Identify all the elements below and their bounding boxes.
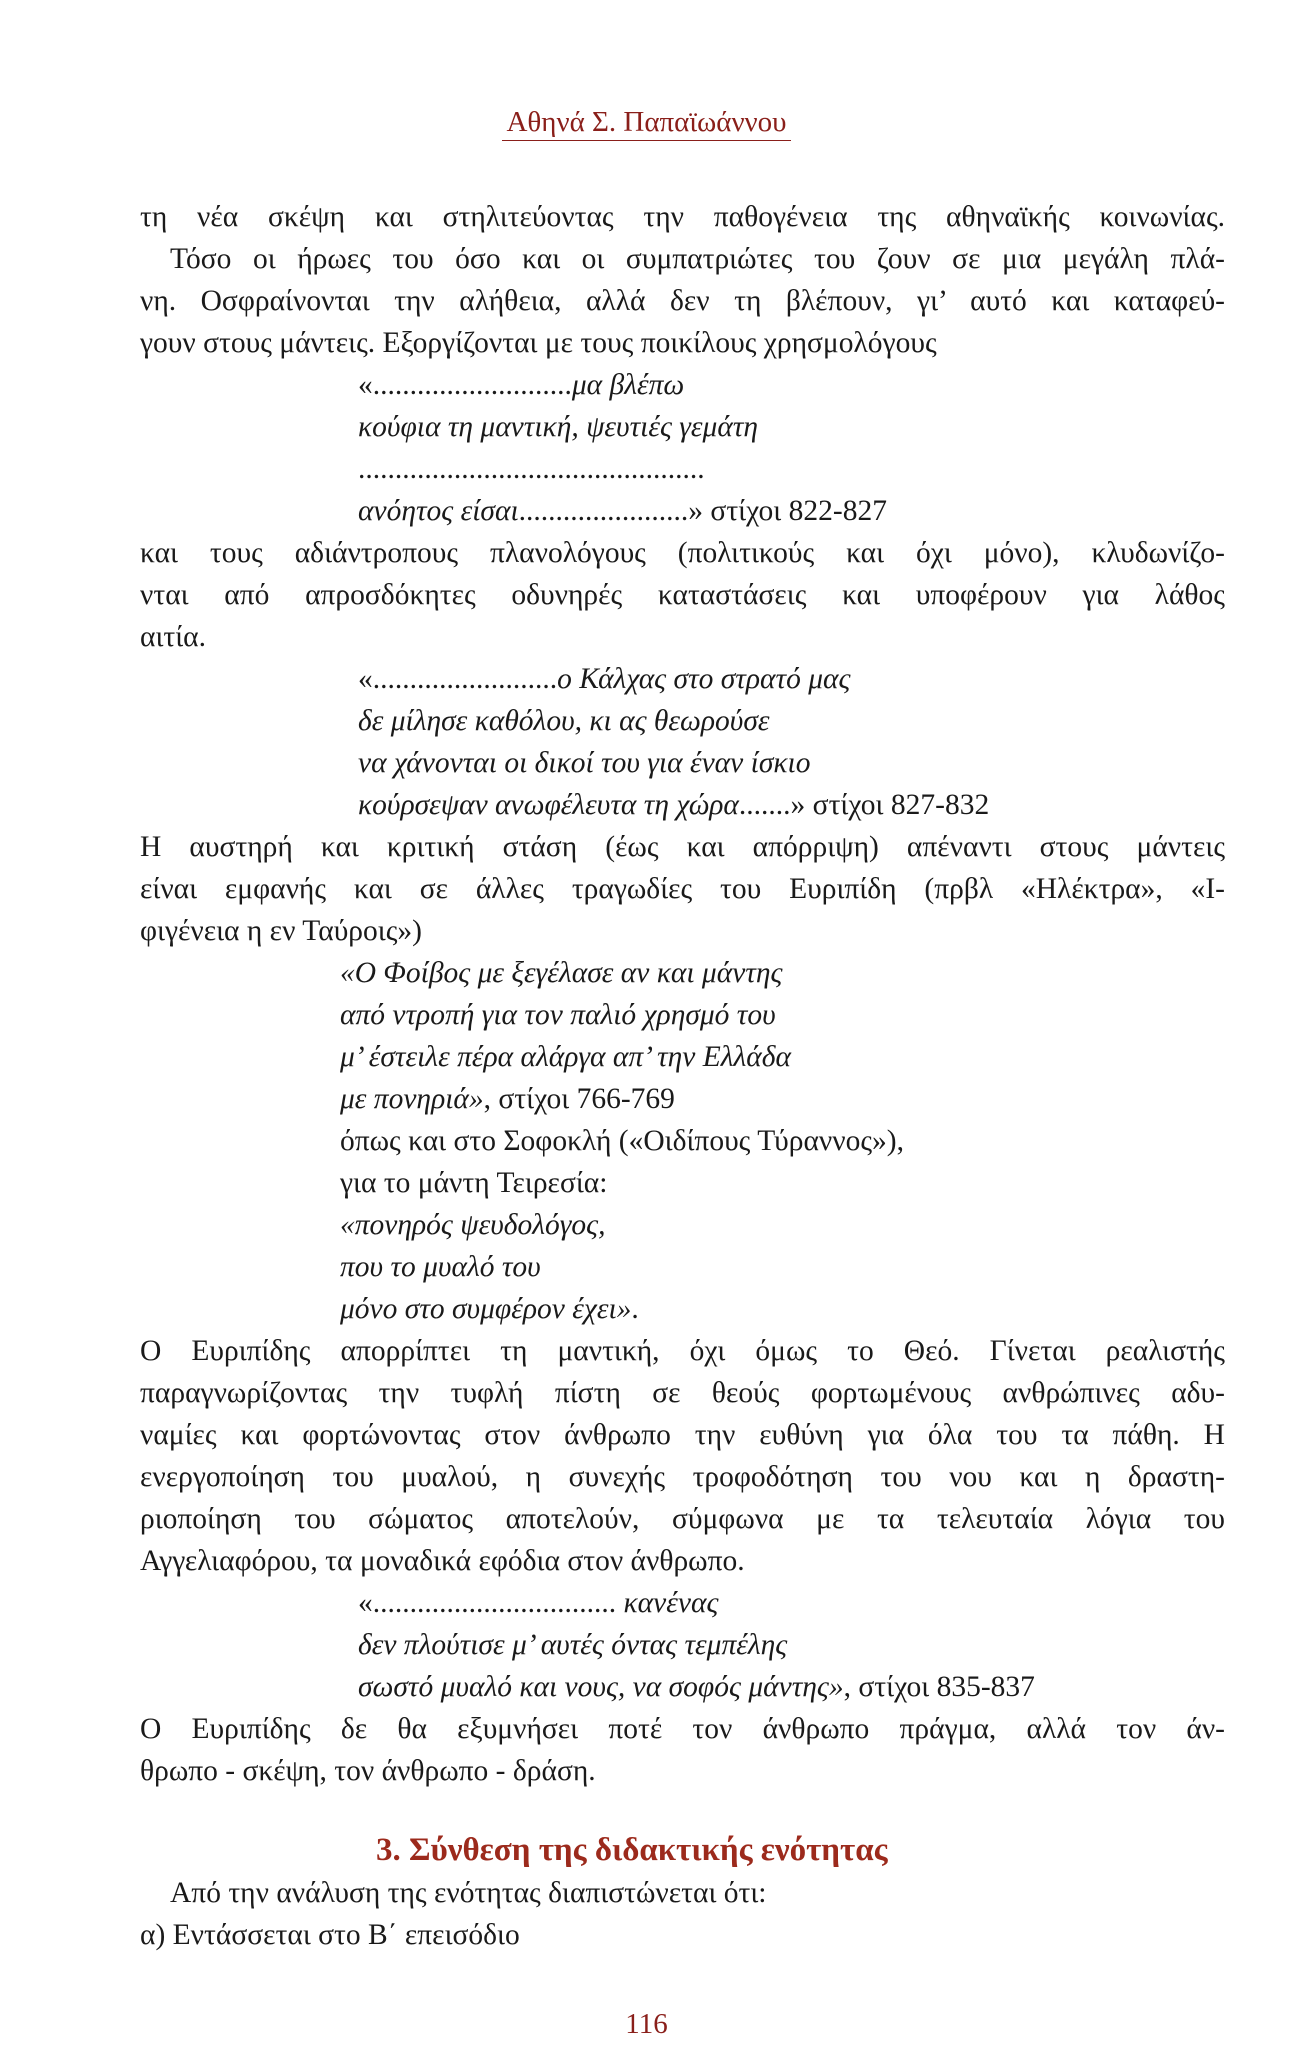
quote-open: «................................. <box>358 1587 617 1619</box>
paragraph-line: Από την ανάλυση της ενότητας διαπιστώνεται ότι: <box>170 1877 767 1909</box>
verse-line <box>140 784 1225 826</box>
verse-line: όπως και στο Σοφοκλή («Οιδίπους Τύραννος»), <box>340 1125 904 1157</box>
paragraph-line: ναμίες και φορτώνοντας στον άνθρωπο την ευθύνη για όλα του τα πάθη. Η <box>140 1419 1225 1451</box>
verse-ellipsis: ............................................... <box>358 453 705 485</box>
verse-line: «Ο Φοίβος με ξεγέλασε αν και μάντης <box>340 957 783 989</box>
quote-open: «........................... <box>358 369 572 401</box>
paragraph-line: Ο Ευριπίδης απορρίπτει τη μαντική, όχι όμως το Θεό. Γίνεται ρεαλιστής <box>140 1335 1225 1367</box>
verse-line <box>140 1288 1225 1330</box>
paragraph-line: ενεργοποίηση του μυαλού, η συνεχής τροφοδότηση του νου και η δραστη- <box>140 1461 1225 1493</box>
paragraph-line: νη. Οσφραίνονται την αλήθεια, αλλά δεν τη βλέπουν, γι’ αυτό και καταφεύ- <box>140 285 1225 317</box>
verse-text: ο Κάλχας στο στρατό μας <box>557 663 851 695</box>
page-body <box>140 196 1225 1956</box>
verse-text: με πονηριά» <box>340 1083 484 1115</box>
verse-line <box>140 1078 1225 1120</box>
verse-text: κανένας <box>616 1587 719 1619</box>
verse-text: μα βλέπω <box>571 369 685 401</box>
page-number: 116 <box>625 2008 668 2040</box>
verse-line <box>140 1582 1225 1624</box>
paragraph-line: είναι εμφανής και σε άλλες τραγωδίες του Ευριπίδη (πρβλ «Ηλέκτρα», «Ι- <box>140 873 1225 905</box>
verse-line: μ’ έστειλε πέρα αλάργα απ’ την Ελλάδα <box>340 1041 791 1073</box>
verse-text: ανόητος είσαι <box>358 495 519 527</box>
verse-line: κούφια τη μαντική, ψευτιές γεμάτη <box>358 411 759 443</box>
paragraph-line: τη νέα σκέψη και στηλιτεύοντας την παθογένεια της αθηναϊκής κοινωνίας. <box>140 201 1225 233</box>
verse-line: δεν πλούτισε μ’ αυτές όντας τεμπέλης <box>358 1629 788 1661</box>
verse-line: να χάνονται οι δικοί του για έναν ίσκιο <box>358 747 811 779</box>
paragraph-line: θρωπο - σκέψη, τον άνθρωπο - δράση. <box>140 1755 596 1787</box>
verse-reference: στίχοι 822-827 <box>703 495 887 527</box>
verse-reference: , στίχοι 766-769 <box>483 1083 675 1115</box>
verse-line <box>140 658 1225 700</box>
verse-line: από ντροπή για τον παλιό χρησμό του <box>340 999 776 1031</box>
running-title: Αθηνά Σ. Παπαϊωάννου <box>502 106 790 141</box>
verse-reference: , στίχοι 835-837 <box>843 1671 1035 1703</box>
verse-text: κούρσεψαν ανωφέλευτα τη χώρα <box>358 789 739 821</box>
paragraph-line: γουν στους μάντεις. Εξοργίζονται με τους ποικίλους χρησμολόγους <box>140 327 937 359</box>
quote-open: «......................... <box>358 663 558 695</box>
verse-line <box>140 364 1225 406</box>
quote-close: .......» <box>738 789 806 821</box>
verse-line: δε μίλησε καθόλου, κι ας θεωρούσε <box>358 705 770 737</box>
paragraph-line: ριοποίηση του σώματος αποτελούν, σύμφωνα με τα τελευταία λόγια του <box>140 1503 1225 1535</box>
paragraph-line: παραγνωρίζοντας την τυφλή πίστη σε θεούς φορτωμένους ανθρώπινες αδυ- <box>140 1377 1225 1409</box>
paragraph-line: Η αυστηρή και κριτική στάση (έως και απόρριψη) απέναντι στους μάντεις <box>140 831 1225 863</box>
paragraph-line: Τόσο οι ήρωες του όσο και οι συμπατριώτες του ζουν σε μια μεγάλη πλά- <box>170 243 1225 275</box>
section-heading: 3. Σύνθεση της διδακτικής ενότητας <box>376 1832 888 1868</box>
paragraph-line: Ο Ευριπίδης δε θα εξυμνήσει ποτέ τον άνθρωπο πράγμα, αλλά τον άν- <box>140 1713 1225 1745</box>
verse-text: σωστό μυαλό και νους, να σοφός μάντης» <box>358 1671 844 1703</box>
paragraph-line: και τους αδιάντροπους πλανολόγους (πολιτικούς και όχι μόνο), κλυδωνίζο- <box>140 537 1225 569</box>
verse-text: μόνο στο συμφέρον έχει» <box>340 1293 632 1325</box>
list-item: α) Εντάσσεται στο Β΄ επεισόδιο <box>140 1919 520 1951</box>
paragraph-line: νται από απροσδόκητες οδυνηρές καταστάσεις και υποφέρουν για λάθος <box>140 579 1225 611</box>
verse-line: για το μάντη Τειρεσία: <box>340 1167 608 1199</box>
verse-reference: στίχοι 827-832 <box>805 789 990 821</box>
quote-close: .......................» <box>518 495 704 527</box>
verse-end: . <box>631 1293 639 1325</box>
paragraph-line: αιτία. <box>140 621 207 653</box>
verse-line: «πονηρός ψευδολόγος, <box>340 1209 606 1241</box>
verse-line <box>140 1666 1225 1708</box>
running-header <box>0 106 1293 139</box>
verse-line: που το μυαλό του <box>340 1251 541 1283</box>
paragraph-line: Αγγελιαφόρου, τα μοναδικά εφόδια στον άνθρωπο. <box>140 1545 745 1577</box>
verse-line <box>140 490 1225 532</box>
paragraph-line: φιγένεια η εν Ταύροις») <box>140 915 422 947</box>
